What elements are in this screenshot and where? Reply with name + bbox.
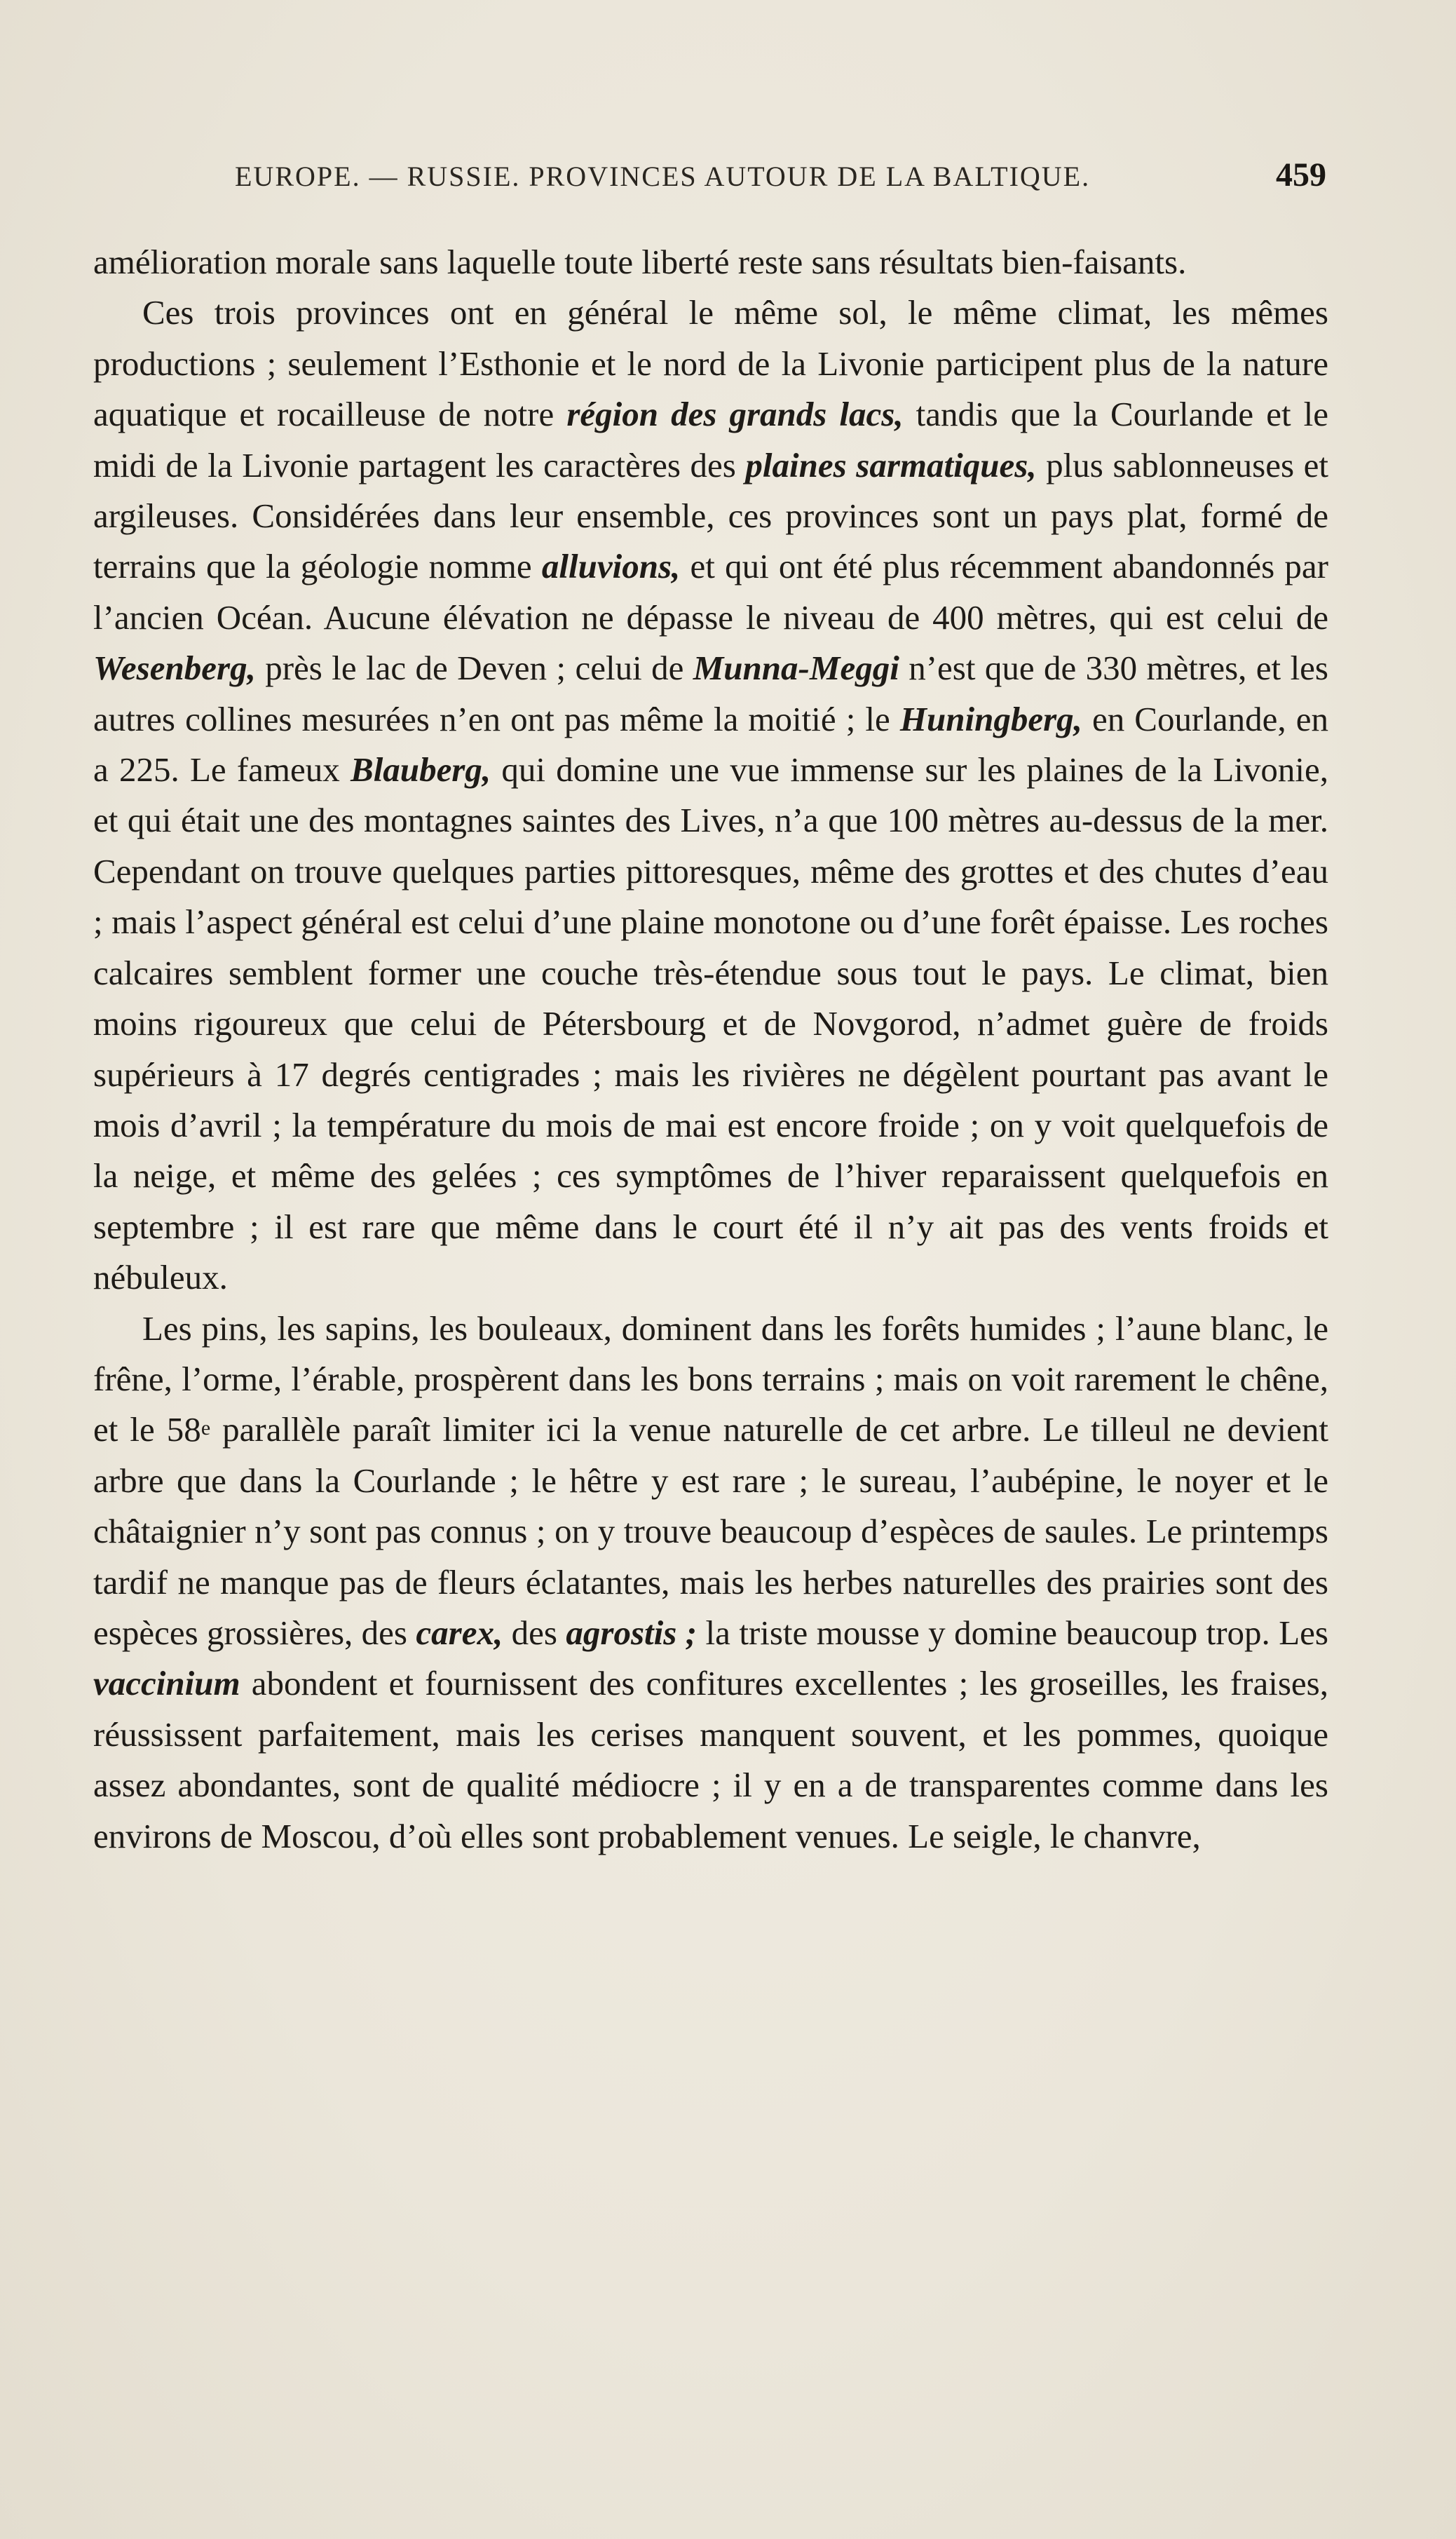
superscript: e: [200, 1416, 211, 1440]
italic-term: Munna-Meggi: [693, 649, 899, 688]
text-run: abondent et fournissent des confitures excellentes ; les groseilles, les fraises, réussissent parfaitement, mais les cerises manquent souvent, et les pommes, quoique assez abondantes, sont de qualité médiocre ; il y en a de transparentes comme dans les environs de Moscou, d’où elles sont probablement venues. Le seigle, le chanvre,: [93, 1664, 1328, 1855]
text-run: et qui ont été plus récemment abandonnés par l’ancien Océan. Aucune élévation ne dépasse le niveau de 400 mètres, qui est celui de: [93, 547, 1328, 637]
text-run: plus sablonneuses et argileuses. Considérées dans leur ensemble, ces provinces sont un pays plat, formé de terrains que la géologie nomme: [93, 445, 1328, 586]
text-run: qui domine une vue immense sur les plaines de la Livonie, et qui était une des montagnes saintes des Lives, n’a que 100 mètres au-dessus de la mer. Cependant on trouve quelques parties pittoresques, même des grottes et des chutes d’eau ; mais l’aspect général est celui d’une plaine monotone ou d’une forêt épaisse. Les roches calcaires semblent former une couche très-étendue sous tout le pays. Le climat, bien moins rigoureux que celui de Pétersbourg et de Novgorod, n’admet guère de froids supérieurs à 17 degrés centigrades ; mais les rivières ne dégèlent pourtant pas avant le mois d’avril ; la température du mois de mai est encore froide ; on y voit quelquefois de la neige, et même des gelées ; ces symptômes de l’hiver reparaissent quelquefois en septembre ; il est rare que même dans le court été il n’y ait pas des vents froids et nébuleux.: [93, 750, 1329, 1297]
italic-term: plaines sarmatiques,: [745, 445, 1037, 485]
italic-term: Wesenberg,: [93, 649, 256, 688]
text-run: Ces trois provinces ont en général le même sol, le même climat, les mêmes productions ; seulement l’Esthonie et le nord de la Livonie participent plus de la nature aquatique et rocailleuse de notre: [93, 293, 1328, 434]
text-run: près le lac de Deven ; celui de: [255, 649, 693, 688]
italic-term: carex,: [416, 1613, 503, 1652]
text-run: des: [503, 1613, 566, 1652]
italic-term: région des grands lacs,: [566, 395, 904, 434]
italic-term: Huningberg,: [899, 699, 1082, 738]
text-run: n’est que de 330 mètres, et les autres collines mesurées n’en ont pas même la moitié ; le: [93, 649, 1328, 738]
page-header: [98, 156, 1326, 205]
text-run: amélioration morale sans laquelle toute liberté reste sans résultats bien-faisants.: [93, 243, 1187, 281]
page-number: 459: [1276, 156, 1326, 194]
text-run: en Courlande, en a 225. Le fameux: [93, 699, 1328, 790]
italic-term: alluvions,: [541, 547, 681, 586]
text-run: tandis que la Courlande et le midi de la Livonie partagent les caractères des: [93, 395, 1328, 485]
italic-term: vaccinium: [93, 1664, 240, 1703]
text-run: Les pins, les sapins, les bouleaux, dominent dans les forêts humides ; l’aune blanc, le frêne, l’orme, l’érable, prospèrent dans les bons terrains ; mais on voit rarement le chêne, et le 58: [93, 1308, 1328, 1449]
text-run: la triste mousse y domine beaucoup trop. Les: [697, 1613, 1328, 1652]
running-title: EUROPE. — RUSSIE. PROVINCES AUTOUR DE LA BALTIQUE.: [235, 161, 1091, 192]
paragraph-2: [93, 287, 1328, 1303]
paragraph-1: [93, 237, 1328, 287]
body-text: [93, 237, 1328, 1862]
text-run: parallèle paraît limiter ici la venue naturelle de cet arbre. Le tilleul ne devient arbre que dans la Courlande ; le hêtre y est rare ; le sureau, l’aubépine, le noyer et le châtaignier n’y sont pas connus ; on y trouve beaucoup d’espèces de saules. Le printemps tardif ne manque pas de fleurs éclatantes, mais les herbes naturelles des prairies sont des espèces grossières, des: [93, 1410, 1328, 1652]
paragraph-3: [93, 1304, 1328, 1862]
italic-term: Blauberg,: [351, 750, 491, 790]
italic-term: agrostis ;: [566, 1613, 698, 1652]
